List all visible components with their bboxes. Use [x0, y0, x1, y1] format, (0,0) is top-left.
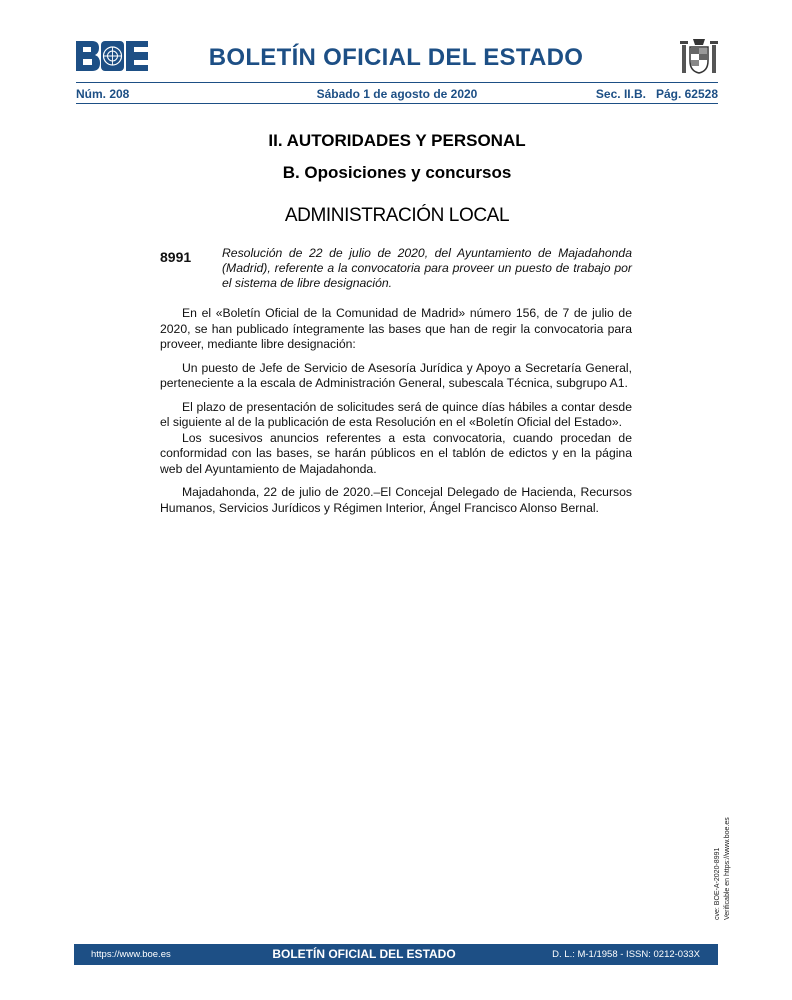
cve-code: cve: BOE-A-2020-8991 [714, 847, 721, 920]
issue-date: Sábado 1 de agosto de 2020 [316, 87, 478, 101]
body-paragraph: En el «Boletín Oficial de la Comunidad de Madrid» número 156, de 7 de julio de 2020, se han publicado íntegramente las bases que han de regir la convocatoria para proveer, mediante libre designación: [160, 306, 632, 351]
header-rule-bottom [76, 103, 718, 104]
organization-heading: ADMINISTRACIÓN LOCAL [284, 205, 510, 226]
announcement-title: Resolución de 22 de julio de 2020, del Ayuntamiento de Majadahonda (Madrid), referente a la convocatoria para proveer un puesto de trabajo por el sistema de libre designación. [222, 246, 632, 290]
document-body [160, 306, 632, 524]
body-paragraph: Un puesto de Jefe de Servicio de Asesoría Jurídica y Apoyo a Secretaría General, perteneciente a la escala de Administración General, subescala Técnica, subgrupo A1. [160, 360, 632, 390]
header-rule [76, 82, 718, 83]
announcement-number: 8991 [160, 249, 192, 265]
verify-link[interactable]: Verificable en https://www.boe.es [724, 817, 731, 920]
verification-note [713, 817, 733, 920]
body-paragraph: Los sucesivos anuncios referentes a esta convocatoria, cuando procedan de conformidad con las bases, se harán públicos en el tablón de edictos y en la página web del Ayuntamiento de Majadahonda. [160, 430, 632, 476]
footer-title: BOLETÍN OFICIAL DEL ESTADO [272, 947, 456, 961]
coat-of-arms-icon [680, 37, 718, 77]
body-paragraph: El plazo de presentación de solicitudes será de quince días hábiles a contar desde el siguiente al de la publicación de esta Resolución en el «Boletín Oficial del Estado». [160, 399, 632, 429]
footer-issn: D. L.: M-1/1958 - ISSN: 0212-033X [552, 949, 700, 960]
footer-url[interactable]: https://www.boe.es [91, 949, 171, 960]
section-title: II. AUTORIDADES Y PERSONAL [268, 131, 526, 150]
footer-bar [74, 944, 718, 965]
boe-logo [76, 41, 148, 71]
issue-number: Núm. 208 [76, 87, 130, 101]
section-subtitle: B. Oposiciones y concursos [282, 163, 512, 182]
masthead-title: BOLETÍN OFICIAL DEL ESTADO [208, 44, 584, 71]
section-page: Sec. II.B. Pág. 62528 [595, 87, 718, 101]
signature-paragraph: Majadahonda, 22 de julio de 2020.–El Concejal Delegado de Hacienda, Recursos Humanos, Servicios Jurídicos y Régimen Interior, Ángel Francisco Alonso Bernal. [160, 485, 632, 515]
